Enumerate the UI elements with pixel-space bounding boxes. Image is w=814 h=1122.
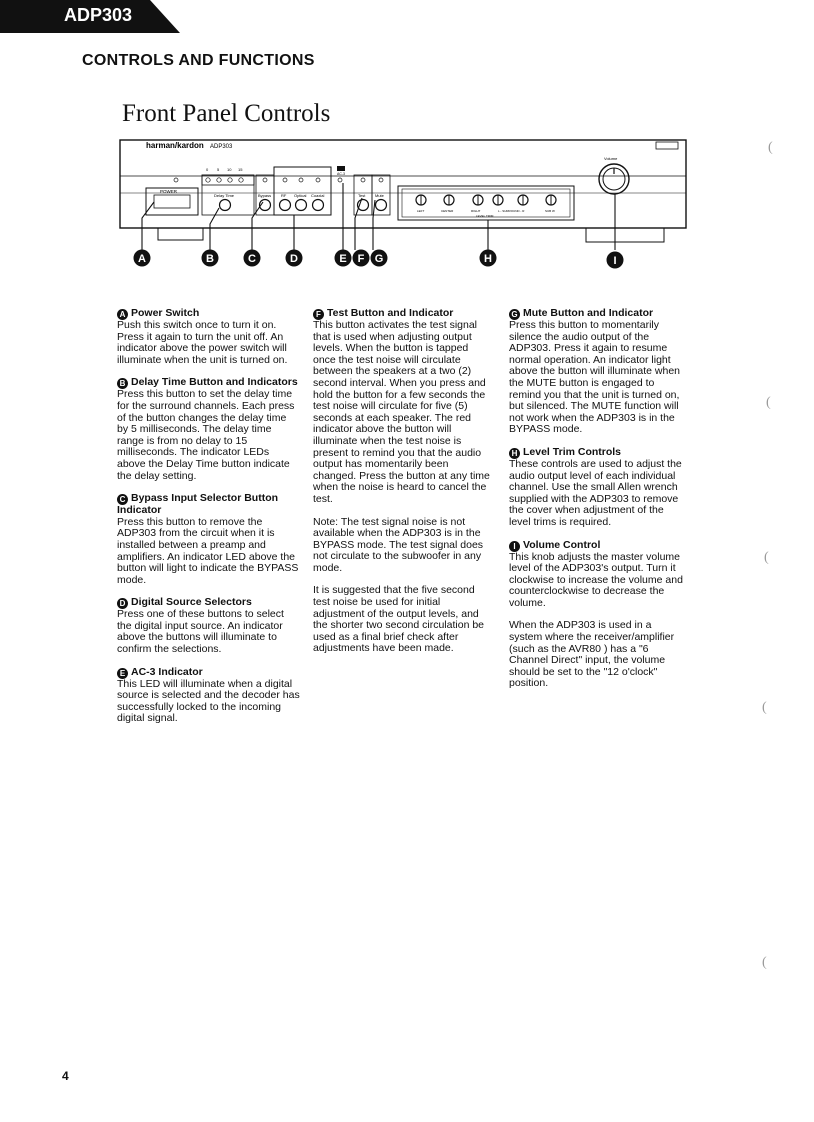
callout-h: H (484, 253, 492, 265)
scan-mark: ( (764, 550, 769, 565)
section-title: CONTROLS AND FUNCTIONS (82, 52, 315, 69)
item-title-text: Level Trim Controls (523, 445, 622, 458)
callout-badge: B (117, 378, 128, 389)
item-body: Press this button to momentarily silence the audio output of the ADP303. Press it again to resume normal operation. An indicator light above the button will illuminate when the MUTE button is engaged to remind you that the unit is turned on, but silenced. The MUTE function will not work when the ADP303 is in the BYPASS mode. (509, 319, 681, 436)
callout-i: I (613, 255, 617, 267)
callout-badge: I (509, 541, 520, 552)
level-trim-controls[interactable] (416, 195, 556, 205)
test-label: Test (358, 193, 366, 198)
item-title-text: Test Button and Indicator (327, 307, 454, 319)
page-heading: Front Panel Controls (122, 100, 331, 127)
bypass-label: Bypass (258, 193, 272, 198)
item-title (117, 493, 300, 517)
item-body: Press this button to set the delay time for the surround channels. Each press of the button changes the delay time by 5 milliseconds. The delay time range is from no delay to 15 milliseconds. The indicator LEDs above the Delay Time button indicate the delay setting. (117, 388, 295, 482)
item-title-text: Mute Button and Indicator (523, 307, 654, 319)
power-label: POWER (160, 189, 178, 194)
channel-label-right: RIGHT (471, 209, 481, 213)
channel-label-sub: SUB W (545, 209, 555, 213)
callout-b: B (206, 253, 214, 265)
callout-g: G (374, 253, 384, 265)
panel-model: ADP303 (210, 144, 233, 150)
scan-mark: ( (766, 395, 771, 410)
delay-label: Delay Time (214, 193, 235, 198)
item-level-trim (509, 447, 685, 529)
channel-label-left: LEFT (417, 209, 425, 213)
item-mute (509, 308, 685, 436)
callout-badge: C (117, 494, 128, 505)
page-number: 4 (62, 1069, 69, 1083)
brand-logo: harman/kardon (146, 141, 204, 150)
front-panel-svg (118, 138, 688, 273)
delay-value-15: 15 (238, 167, 243, 172)
power-led (174, 178, 178, 182)
callout-badge: D (117, 598, 128, 609)
item-title-text: Bypass Input Selector Button Indicator (117, 492, 279, 517)
scan-mark: ( (768, 140, 773, 155)
item-note (313, 517, 491, 575)
mute-button[interactable] (376, 200, 387, 211)
optical-button[interactable] (296, 200, 307, 211)
test-led (361, 178, 365, 182)
ac3-logo (337, 166, 345, 171)
optical-led (299, 178, 303, 182)
rf-button[interactable] (280, 200, 291, 211)
callout-a: A (138, 253, 146, 265)
callout-e: E (339, 253, 347, 265)
callout-badge: A (117, 309, 128, 320)
callout-c: C (248, 253, 256, 265)
delay-leds (206, 178, 243, 182)
item-title (117, 667, 300, 679)
level-trim-label: LEVEL TRIM (476, 214, 494, 218)
delay-value-0: 0 (206, 167, 209, 172)
delay-value-5: 5 (217, 167, 220, 172)
callout-badge: H (509, 448, 520, 459)
text-column-1 (117, 308, 300, 736)
coaxial-button[interactable] (313, 200, 324, 211)
callout-badge: F (313, 309, 324, 320)
item-body: It is suggested that the five second test noise be used for initial adjustment of the output levels, and the shorter two second circulation be used as a final brief check after adjustments have been made. (313, 584, 485, 655)
text-column-2 (313, 308, 491, 666)
item-bypass (117, 493, 300, 586)
item-title (509, 540, 685, 552)
delay-value-10: 10 (227, 167, 232, 172)
item-title-text: AC-3 Indicator (131, 665, 203, 678)
model-tab-label: ADP303 (64, 5, 133, 25)
dolby-logo (656, 142, 678, 149)
item-body: This LED will illuminate when a digital source is selected and the decoder has successfully locked to the incoming digital signal. (117, 677, 300, 725)
item-ac3 (117, 667, 300, 725)
item-body: Note: The test signal noise is not available when the ADP303 is in the BYPASS mode. The test signal does not circulate to the subwoofer in any mode. (313, 515, 484, 574)
item-test-button (313, 308, 491, 506)
item-body: Press one of these buttons to select the digital input source. An indicator above the buttons will illuminate to confirm the selections. (117, 608, 284, 656)
scan-mark: ( (762, 700, 767, 715)
item-body: These controls are used to adjust the audio output level of each individual channel. Use the small Allen wrench supplied with the ADP303 to remove the cover when adjustment of the level trims is required. (509, 457, 682, 528)
ac3-label: AC-3 (337, 172, 345, 176)
coaxial-led (316, 178, 320, 182)
model-tab (0, 0, 180, 33)
callout-badge: G (509, 309, 520, 320)
item-volume-note (509, 620, 685, 690)
item-delay-time (117, 377, 300, 482)
volume-label: Volume (604, 156, 618, 161)
channel-label-center: CENTER (441, 209, 454, 213)
front-panel-diagram (118, 138, 688, 273)
item-body: This knob adjusts the master volume level of the ADP303's output. Turn it clockwise to increase the volume and counterclockwise to decrease the volume. (509, 550, 683, 609)
item-title-text: Power Switch (131, 307, 200, 319)
item-power-switch (117, 308, 300, 366)
scan-mark: ( (762, 955, 767, 970)
rf-label: RF (281, 193, 287, 198)
text-column-3 (509, 308, 685, 701)
mute-led (379, 178, 383, 182)
item-digital-source (117, 597, 300, 655)
optical-label: Optical (294, 193, 307, 198)
bypass-led (263, 178, 267, 182)
item-body: Press this button to remove the ADP303 from the circuit when it is installed between a preamp and amplifiers. An indicator LED above the button will light to indicate the BYPASS mode. (117, 515, 299, 586)
item-title-text: Delay Time Button and Indicators (131, 376, 298, 389)
ac3-led (338, 178, 342, 182)
mute-label: Mute (375, 193, 384, 198)
callout-f: F (357, 253, 365, 265)
coaxial-label: Coaxial (311, 193, 325, 198)
item-suggestion (313, 585, 491, 655)
callout-badge: E (117, 668, 128, 679)
delay-time-button[interactable] (220, 200, 231, 211)
channel-label-surround: L - SURROUND - R (498, 209, 525, 213)
item-volume (509, 540, 685, 610)
item-body: This button activates the test signal that is used when adjusting output levels. When the button is tapped once the test noise will circulate between the speakers at a two (2) second interval. When you press and hold the button for a few seconds the test noise will circulate for five (5) seconds at each speaker. The red indicator above the button will illuminate when the test noise is present to remind you that the audio output has momentarily been changed. Press the button at any time when the noise is heard to cancel the test. (313, 319, 490, 505)
rf-led (283, 178, 287, 182)
item-body: When the ADP303 is used in a system where the receiver/amplifier (such as the AVR80 ) has a "6 Channel Direct" input, the volume should be set to the "12 o'clock" position. (509, 619, 675, 690)
item-title-text: Digital Source Selectors (131, 596, 252, 609)
item-title-text: Volume Control (523, 538, 601, 551)
item-body: Push this switch once to turn it on. Press it again to turn the unit off. An indicator above the power switch will illuminate when the unit is turned on. (117, 319, 288, 366)
callout-d: D (290, 253, 298, 265)
